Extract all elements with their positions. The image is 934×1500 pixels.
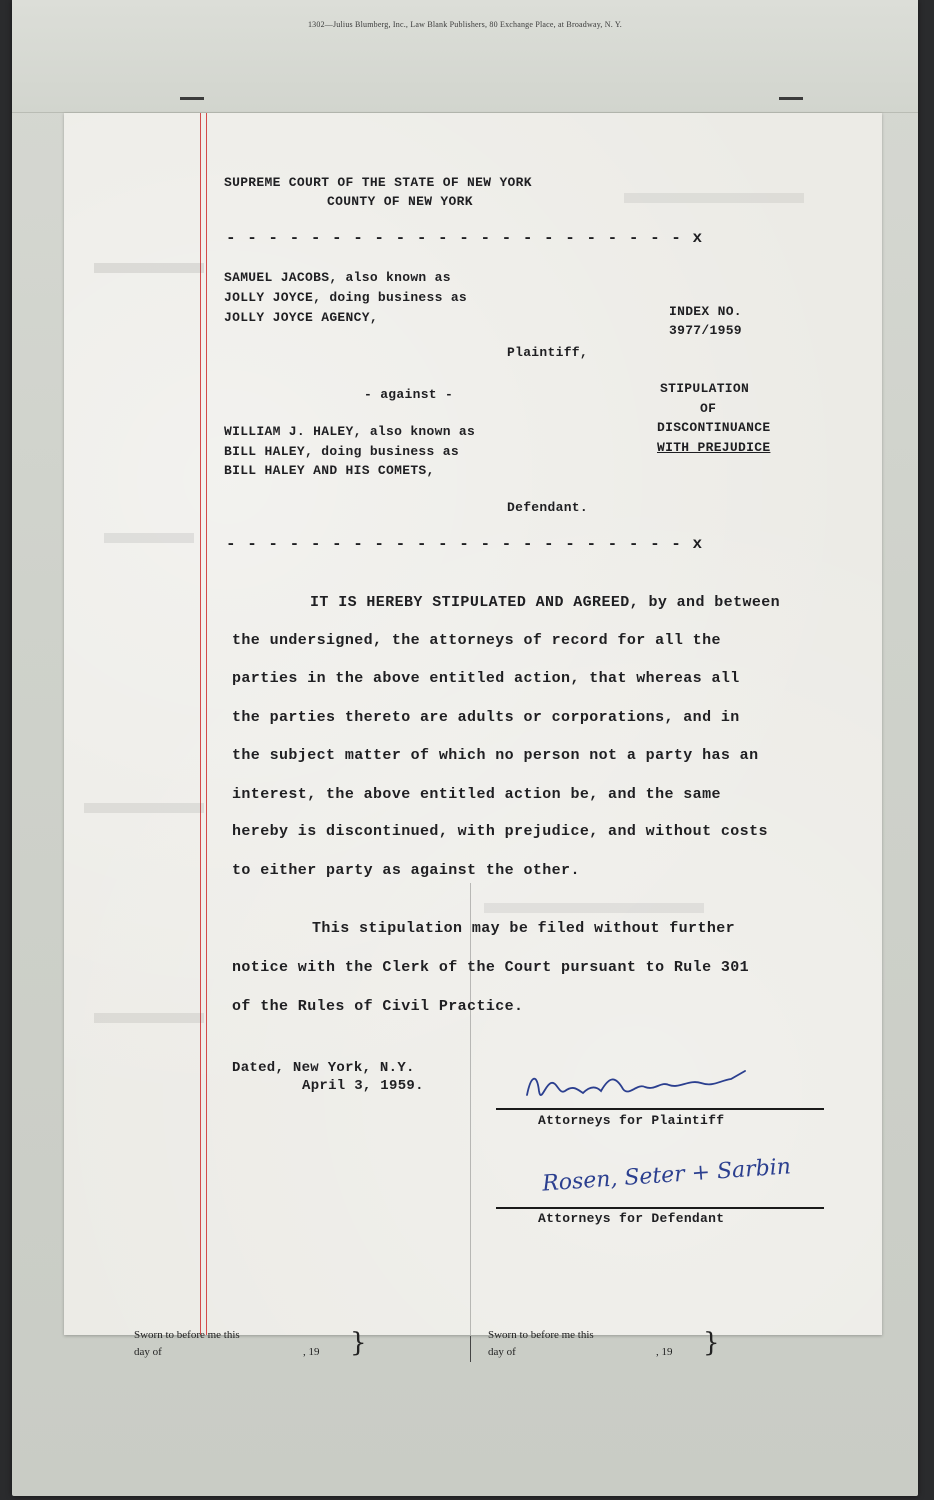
footer-day-left: day of <box>134 1346 162 1358</box>
defendant-attorney-label: Attorneys for Defendant <box>538 1211 725 1226</box>
form-header-strip <box>12 0 918 113</box>
show-through-texture <box>84 803 204 813</box>
defendant-name: WILLIAM J. HALEY, also known as <box>224 424 476 439</box>
defendant-business: BILL HALEY AND HIS COMETS, <box>224 463 435 478</box>
show-through-texture <box>94 263 204 273</box>
against-label: - against - <box>364 387 454 402</box>
index-label: INDEX NO. <box>669 304 742 319</box>
publisher-line: 1302—Julius Blumberg, Inc., Law Blank Publishers, 80 Exchange Place, at Broadway, N. Y. <box>307 20 623 29</box>
body-line: IT IS HEREBY STIPULATED AND AGREED, by and between <box>310 594 781 611</box>
footer-day-right: day of <box>488 1346 516 1358</box>
defendant-aka: BILL HALEY, doing business as <box>224 444 459 459</box>
filing-line: notice with the Clerk of the Court pursuant to Rule 301 <box>232 959 750 976</box>
doc-title: OF <box>700 401 717 416</box>
show-through-texture <box>484 903 704 913</box>
filing-line: of the Rules of Civil Practice. <box>232 998 524 1015</box>
index-number: 3977/1959 <box>669 323 742 338</box>
footer-sworn-left: Sworn to before me this <box>134 1329 240 1341</box>
form-divider <box>470 883 471 1335</box>
show-through-texture <box>624 193 804 203</box>
body-line: hereby is discontinued, with prejudice, and without costs <box>232 823 768 840</box>
margin-rule <box>206 113 207 1335</box>
body-line: interest, the above entitled action be, and the same <box>232 786 721 803</box>
punch-mark-left <box>180 97 204 100</box>
signature-line <box>496 1108 824 1110</box>
court-name: SUPREME COURT OF THE STATE OF NEW YORK <box>224 175 532 190</box>
body-line: the subject matter of which no person not a party has an <box>232 747 759 764</box>
footer-sworn-right: Sworn to before me this <box>488 1329 594 1341</box>
footer-year-left: , 19 <box>303 1346 320 1358</box>
filing-line: This stipulation may be filed without further <box>312 920 736 937</box>
margin-rule <box>200 113 201 1335</box>
punch-mark-right <box>779 97 803 100</box>
stipulation-page <box>64 113 882 1335</box>
show-through-texture <box>104 533 194 543</box>
plaintiff-role: Plaintiff, <box>507 345 589 360</box>
footer-year-right: , 19 <box>656 1346 673 1358</box>
dated-line: Dated, New York, N.Y. <box>232 1060 415 1076</box>
plaintiff-attorney-label: Attorneys for Plaintiff <box>538 1113 725 1128</box>
defendant-role: Defendant. <box>507 500 589 515</box>
plaintiff-name: SAMUEL JACOBS, also known as <box>224 270 451 285</box>
court-county: COUNTY OF NEW YORK <box>327 194 473 209</box>
brace-icon: } <box>350 1328 367 1358</box>
plaintiff-business: JOLLY JOYCE AGENCY, <box>224 310 378 325</box>
dated-date: April 3, 1959. <box>302 1078 424 1094</box>
body-line: parties in the above entitled action, that whereas all <box>232 670 740 687</box>
body-line: the parties thereto are adults or corporations, and in <box>232 709 740 726</box>
doc-title: WITH PREJUDICE <box>657 440 771 455</box>
caption-divider: - - - - - - - - - - - - - - - - - - - - - - x <box>226 535 704 553</box>
signature-line <box>496 1207 824 1209</box>
plaintiff-aka: JOLLY JOYCE, doing business as <box>224 290 468 305</box>
plaintiff-signature <box>519 1065 779 1109</box>
brace-icon: } <box>703 1328 720 1358</box>
show-through-texture <box>94 1013 204 1023</box>
body-line: to either party as against the other. <box>232 862 580 879</box>
doc-title: DISCONTINUANCE <box>657 420 771 435</box>
body-line: the undersigned, the attorneys of record for all the <box>232 632 721 649</box>
footer-divider <box>470 1336 471 1362</box>
caption-divider: - - - - - - - - - - - - - - - - - - - - - - x <box>226 229 704 247</box>
defendant-signature: Rosen, Seter + Sarbin <box>541 1154 792 1197</box>
doc-title: STIPULATION <box>660 381 750 396</box>
